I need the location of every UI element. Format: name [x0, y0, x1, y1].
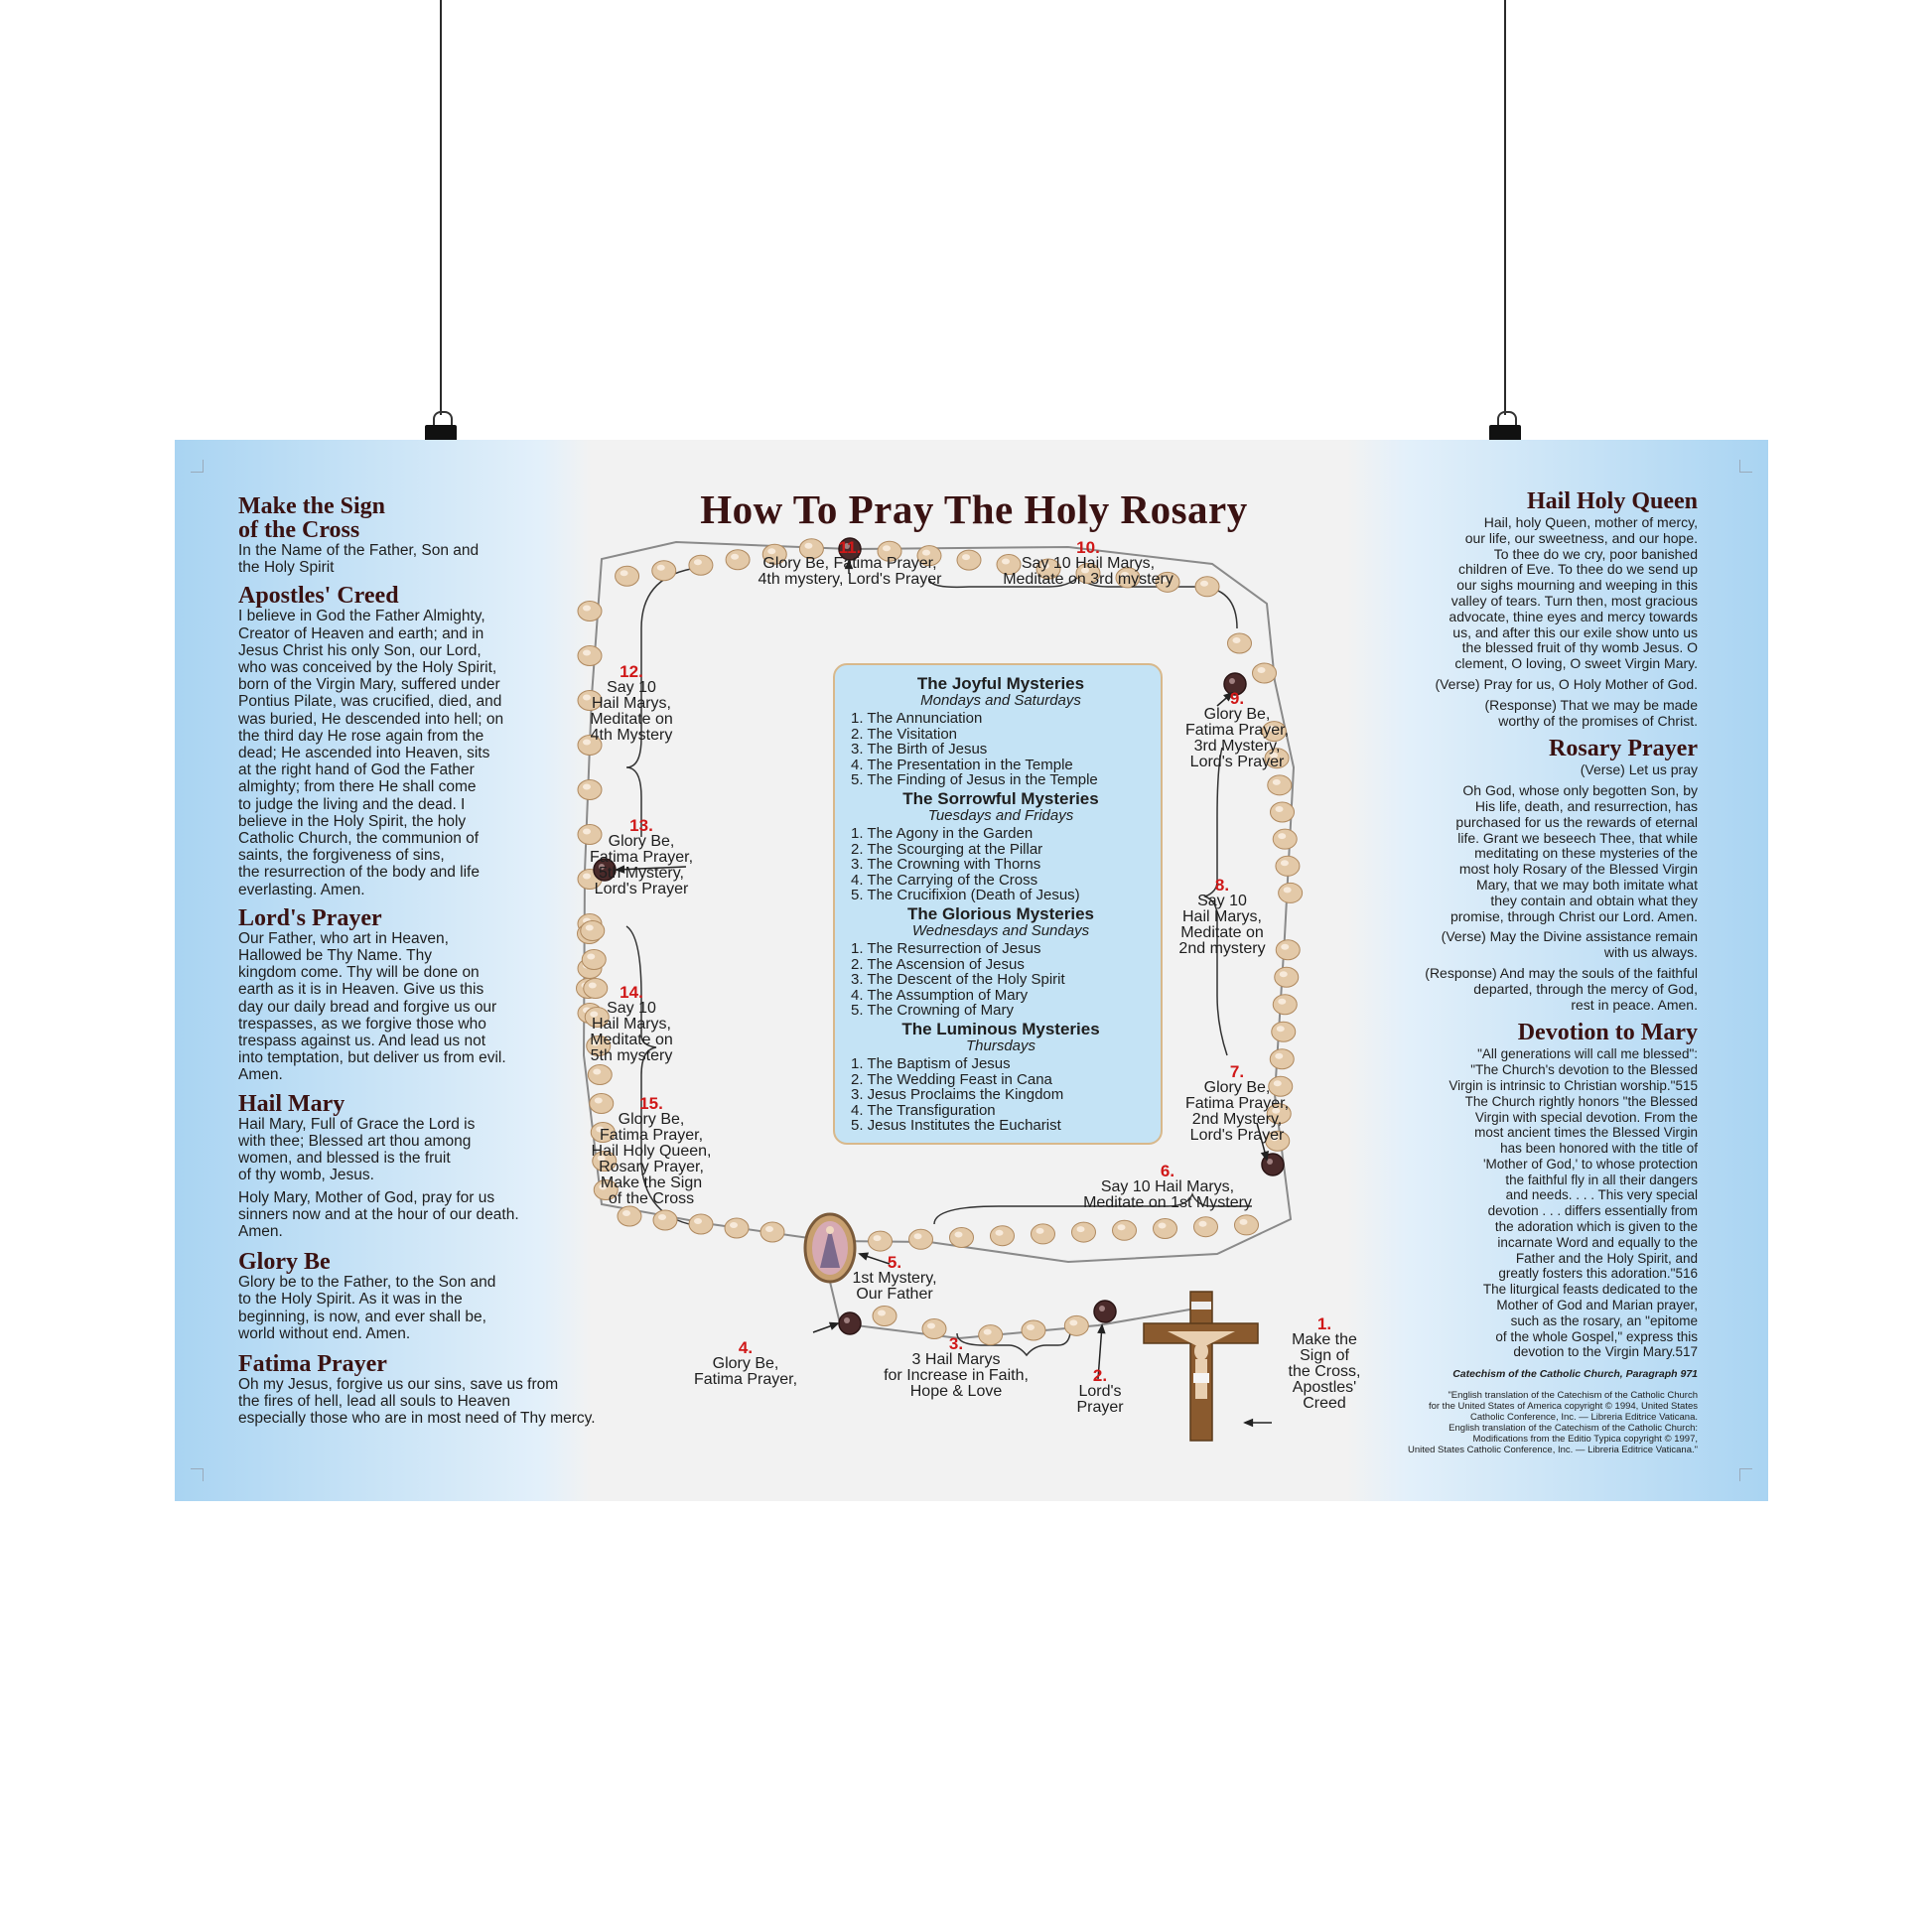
fatima-prayer-section	[238, 1352, 635, 1428]
mystery-set-days: Mondays and Saturdays	[920, 692, 1081, 709]
step-label-8	[1168, 877, 1277, 957]
step-number: 4.	[738, 1338, 754, 1357]
step-text: Glory Be, Fatima Prayer, Hail Holy Queen, Rosary Prayer, Make the Sign of the Cross	[591, 1111, 712, 1207]
hail-holy-queen-heading: Hail Holy Queen	[1526, 488, 1698, 514]
hail-mary-bead-icon	[1279, 883, 1303, 902]
prayer-text: (Response) That we may be made worthy of the promises of Christ.	[1484, 696, 1698, 729]
step-label-12	[572, 663, 691, 744]
rosary-prayer-heading: Rosary Prayer	[1549, 736, 1698, 762]
mystery-item: 1. The Annunciation	[851, 710, 983, 727]
step-number: 15.	[639, 1094, 663, 1113]
devotion-to-mary-section	[1361, 1021, 1698, 1360]
hail-mary-bead-icon	[1194, 1217, 1218, 1237]
step-label-13	[572, 817, 711, 897]
step-number: 7.	[1229, 1062, 1245, 1081]
step-label-4	[681, 1339, 810, 1388]
hail-mary-bead-icon	[725, 1218, 749, 1238]
step-label-9	[1168, 690, 1307, 770]
hail-mary-bead-icon	[1235, 1215, 1259, 1235]
hail-mary-bead-icon	[909, 1229, 933, 1249]
our-father-bead-icon	[1094, 1301, 1116, 1322]
step-number: 3.	[948, 1334, 964, 1353]
step-number: 10.	[1076, 538, 1100, 557]
hail-mary-bead-icon	[1268, 775, 1292, 795]
step-number: 6.	[1160, 1162, 1175, 1180]
step-number: 8.	[1214, 876, 1230, 895]
step-number: 5.	[887, 1253, 902, 1272]
mystery-item: 4. The Transfiguration	[851, 1101, 996, 1119]
step-label-11	[731, 539, 969, 588]
prayer-text: Our Father, who art in Heaven, Hallowed be Thy Name. Thy kingdom come. Thy will be done on earth as it is in Heaven. Give us this day our daily bread and forgive us our trespasses, as we forgive those who trespass against us. And lead us not into temptation, but deliver us from evil. Amen.	[238, 929, 506, 1084]
mystery-item: 3. The Descent of the Holy Spirit	[851, 971, 1065, 989]
mystery-item: 2. The Scourging at the Pillar	[851, 840, 1043, 858]
mystery-item: 1. The Baptism of Jesus	[851, 1054, 1011, 1072]
hail-mary-bead-icon	[1273, 995, 1297, 1015]
step-label-7	[1168, 1063, 1307, 1144]
hanging-wire-left	[440, 0, 442, 415]
mystery-item: 1. The Resurrection of Jesus	[851, 939, 1041, 957]
catechism-citation: Catechism of the Catholic Church, Paragraph 971	[1452, 1368, 1698, 1381]
step-number: 1.	[1316, 1314, 1332, 1333]
step-label-14	[572, 984, 691, 1064]
left-prayers-column	[238, 494, 635, 1428]
step-number: 9.	[1229, 689, 1245, 708]
hail-mary-bead-icon	[1276, 940, 1300, 960]
step-text: Say 10 Hail Marys, Meditate on 1st Mystery	[1083, 1178, 1252, 1211]
prayer-text: Oh God, whose only begotten Son, by His life, death, and resurrection, has purchased for us the rewards of eternal life. Grant we beseech Thee, that while meditating on these mysteries of the most holy Rosary of the Blessed Virgin Mary, that we may both imitate what they contain and obtain what they promise, through Christ our Lord. Amen.	[1449, 782, 1698, 924]
step-text: Glory Be, Fatima Prayer, 5th Mystery, Lord's Prayer	[589, 833, 694, 897]
mystery-item: 2. The Wedding Feast in Cana	[851, 1070, 1052, 1088]
mystery-item: 3. The Birth of Jesus	[851, 741, 988, 759]
step-text: 3 Hail Marys for Increase in Faith, Hope & Love	[884, 1351, 1029, 1400]
mystery-item: 4. The Presentation in the Temple	[851, 756, 1073, 773]
step-text: Glory Be, Fatima Prayer, 4th mystery, Lord's Prayer	[758, 555, 942, 588]
hail-mary-bead-icon	[689, 555, 713, 575]
hail-mary-heading: Hail Mary	[238, 1090, 345, 1117]
glory-be-heading: Glory Be	[238, 1249, 331, 1276]
prayer-text: Hail Mary, Full of Grace the Lord is with thee; Blessed art thou among women, and blessed is the fruit of thy womb, Jesus.	[238, 1115, 476, 1184]
prayer-text: Holy Mary, Mother of God, pray for us sinners now and at the hour of our death. Amen.	[238, 1188, 519, 1240]
step-text: Make the Sign of the Cross, Apostles' Creed	[1288, 1331, 1361, 1412]
step-label-3	[852, 1335, 1060, 1400]
hail-mary-bead-icon	[1228, 633, 1252, 653]
step-label-10	[979, 539, 1197, 588]
hail-mary-bead-icon	[1273, 829, 1297, 849]
apostles-creed-heading: Apostles' Creed	[238, 583, 399, 610]
step-text: Say 10 Hail Marys, Meditate on 4th Mystery	[590, 679, 673, 744]
hail-mary-bead-icon	[689, 1214, 713, 1234]
step-text: Say 10 Hail Marys, Meditate on 2nd mystery	[1178, 893, 1266, 957]
step-label-15	[572, 1095, 731, 1207]
step-text: Lord's Prayer	[1076, 1383, 1124, 1416]
copyright-note: "English translation of the Catechism of the Catholic Church for the United States of America copyright © 1994, United States Catholic Conference, Inc. — Libreria Editrice Vaticana. English translation of the Catechism of the Catholic Church: Modifications from the Editio Typica copyright © 1997, United States Catholic Conference, Inc. — Libreria Editrice Vaticana."	[1407, 1389, 1698, 1455]
step-label-1	[1275, 1315, 1374, 1412]
step-text: Say 10 Hail Marys, Meditate on 3rd mystery	[1003, 555, 1173, 588]
step-number: 2.	[1092, 1366, 1108, 1385]
step-label-5	[830, 1254, 959, 1303]
hail-mary-bead-icon	[1113, 1220, 1137, 1240]
mystery-item: 2. The Visitation	[851, 725, 958, 743]
mysteries-box	[833, 663, 1163, 1145]
prayer-text: (Verse) Let us pray	[1580, 761, 1698, 778]
hail-mary-bead-icon	[653, 1210, 677, 1230]
poster-title: How To Pray The Holy Rosary	[700, 486, 1248, 532]
prayer-text: Glory be to the Father, to the Son and to the Holy Spirit. As it was in the beginning, is now, and ever shall be, world without end. Amen.	[238, 1274, 496, 1342]
hail-mary-bead-icon	[873, 1307, 897, 1326]
hail-mary-bead-icon	[991, 1226, 1015, 1246]
rosary-prayer-section	[1361, 737, 1698, 1013]
prayer-text: (Response) And may the souls of the faithful departed, through the mercy of God, rest in peace. Amen.	[1425, 964, 1698, 1013]
step-text: Glory Be, Fatima Prayer,	[693, 1355, 798, 1388]
step-text: Say 10 Hail Marys, Meditate on 5th mystery	[590, 1000, 673, 1064]
step-number: 11.	[838, 538, 862, 557]
hail-mary-bead-icon	[652, 561, 676, 581]
hail-mary-bead-icon	[1276, 856, 1300, 876]
mystery-item: 5. The Crowning of Mary	[851, 1002, 1014, 1020]
mystery-item: 2. The Ascension of Jesus	[851, 955, 1025, 973]
step-text: Glory Be, Fatima Prayer, 3rd Mystery, Lord's Prayer	[1184, 706, 1290, 770]
prayer-text: Oh my Jesus, forgive us our sins, save us from the fires of hell, lead all souls to Heaven especially those who are in most need of Thy mercy.	[238, 1375, 596, 1428]
step-text: 1st Mystery, Our Father	[852, 1270, 937, 1303]
mystery-item: 3. The Crowning with Thorns	[851, 856, 1041, 874]
prayer-text: Hail, holy Queen, mother of mercy, our life, our sweetness, and our hope. To thee do we cry, poor banished children of Eve. To thee do we send up our sighs mourning and weeping in this valley of tears. Turn then, most gracious advocate, thine eyes and mercy towards us, and after this our exile show unto us the blessed fruit of thy womb Jesus. O clement, O loving, O sweet Virgin Mary.	[1449, 514, 1698, 672]
hail-mary-bead-icon	[1072, 1222, 1096, 1242]
step-label-6	[1058, 1163, 1277, 1211]
hail-mary-bead-icon	[1253, 663, 1277, 683]
mystery-item: 4. The Carrying of the Cross	[851, 871, 1038, 889]
mystery-item: 1. The Agony in the Garden	[851, 824, 1034, 842]
step-number: 13.	[629, 816, 653, 835]
hail-mary-bead-icon	[950, 1228, 974, 1248]
hail-mary-bead-icon	[1064, 1315, 1088, 1335]
hanging-wire-right	[1504, 0, 1506, 415]
lord-s-prayer-heading: Lord's Prayer	[238, 904, 382, 931]
mystery-set-title: The Sorrowful Mysteries	[902, 788, 1099, 808]
right-prayers-column	[1361, 489, 1698, 1464]
mystery-set-title: The Luminous Mysteries	[901, 1019, 1100, 1038]
hail-mary-bead-icon	[1032, 1224, 1055, 1244]
hail-mary-bead-icon	[1272, 1022, 1296, 1041]
make-the-sign-of-the-cross-section	[238, 494, 635, 576]
prayer-text: (Verse) May the Divine assistance remain with us always.	[1441, 928, 1698, 961]
hail-mary-bead-icon	[1275, 967, 1299, 987]
prayer-text: In the Name of the Father, Son and the Holy Spirit	[238, 542, 480, 577]
prayer-text: "All generations will call me blessed": "The Church's devotion to the Blessed Virgin is intrinsic to Christian worship."515 The Church rightly honors "the Blessed Virgin with special devotion. From the most ancient times the Blessed Virgin has been honored with the title of 'Mother of God,' to whose protection the faithful fly in all their dangers and needs. . . . This very special devotion . . . differs essentially from the adoration which is given to the incarnate Word and equally to the Father and the Holy Spirit, and greatly fosters this adoration."516 The liturgical feasts dedicated to the Mother of God and Marian prayer, such as the rosary, an "epitome of the whole Gospel," express this devotion to the Virgin Mary.517	[1449, 1046, 1698, 1360]
mystery-item: 3. Jesus Proclaims the Kingdom	[851, 1086, 1064, 1104]
hail-mary-bead-icon	[1195, 577, 1219, 597]
make-the-sign-of-the-cross-heading: Make the Sign of the Cross	[238, 493, 386, 543]
mystery-item: 5. The Finding of Jesus in the Temple	[851, 771, 1098, 789]
step-label-2	[1060, 1367, 1140, 1416]
mystery-set-days: Wednesdays and Sundays	[911, 921, 1090, 939]
devotion-to-mary-heading: Devotion to Mary	[1517, 1020, 1698, 1046]
prayer-text: (Verse) Pray for us, O Holy Mother of God.	[1435, 675, 1698, 692]
mystery-set-title: The Glorious Mysteries	[907, 903, 1094, 923]
hail-mary-bead-icon	[1154, 1219, 1177, 1239]
mystery-set-days: Thursdays	[965, 1036, 1036, 1054]
mystery-set-days: Tuesdays and Fridays	[927, 806, 1074, 824]
prayer-text: I believe in God the Father Almighty, Creator of Heaven and earth; and in Jesus Christ his only Son, our Lord, who was conceived by the Holy Spirit, born of the Virgin Mary, suffered under Pontius Pilate, was crucified, died, and was buried, He descended into hell; on the third day He rose again from the dead; He ascended into Heaven, sits at the right hand of God the Father almighty; from there He shall come to judge the living and the dead. I believe in the Holy Spirit, the holy Catholic Church, the communion of saints, the forgiveness of sins, the resurrection of the body and life everlasting. Amen.	[238, 608, 504, 898]
hail-holy-queen-section	[1361, 489, 1698, 729]
fatima-prayer-heading: Fatima Prayer	[238, 1350, 387, 1377]
rosary-poster	[175, 440, 1768, 1501]
mystery-item: 4. The Assumption of Mary	[851, 986, 1029, 1004]
hail-mary-bead-icon	[760, 1222, 784, 1242]
mystery-item: 5. The Crucifixion (Death of Jesus)	[851, 887, 1080, 904]
mystery-set-title: The Joyful Mysteries	[916, 674, 1085, 693]
our-father-bead-icon	[839, 1312, 861, 1334]
mystery-item: 5. Jesus Institutes the Eucharist	[851, 1117, 1061, 1135]
step-text: Glory Be, Fatima Prayer, 2nd Mystery, Lord's Prayer	[1184, 1079, 1290, 1144]
glory-be-section	[238, 1250, 635, 1342]
hail-mary-bead-icon	[869, 1231, 893, 1251]
step-number: 14.	[620, 983, 643, 1002]
step-number: 12.	[620, 662, 643, 681]
hail-mary-bead-icon	[1271, 802, 1295, 822]
